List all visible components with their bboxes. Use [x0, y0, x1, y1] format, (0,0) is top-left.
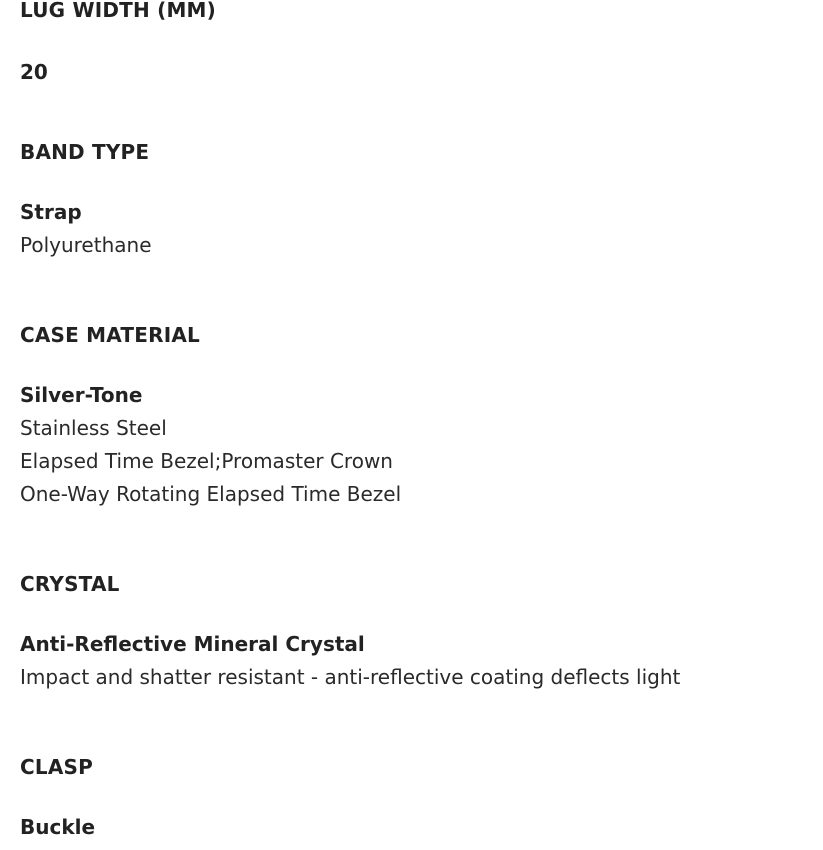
spec-detail: Stainless Steel	[20, 416, 167, 440]
spec-heading: CLASP	[20, 755, 93, 779]
spec-values	[20, 196, 152, 262]
spec-values	[20, 56, 216, 89]
spec-values	[20, 811, 95, 844]
spec-band-type	[20, 140, 152, 262]
spec-lug-width	[20, 0, 216, 89]
spec-detail: Impact and shatter resistant - anti-reflective coating deflects light	[20, 665, 681, 689]
spec-heading: BAND TYPE	[20, 140, 150, 164]
spec-primary-value: Anti-Reflective Mineral Crystal	[20, 632, 365, 656]
spec-primary-value: Buckle	[20, 815, 96, 839]
spec-detail: Polyurethane	[20, 233, 152, 257]
spec-case-material	[20, 323, 401, 511]
spec-heading: CRYSTAL	[20, 572, 120, 596]
spec-values	[20, 379, 401, 511]
spec-primary-value: 20	[20, 60, 48, 84]
spec-values	[20, 628, 680, 694]
spec-detail: Elapsed Time Bezel;Promaster Crown	[20, 449, 393, 473]
spec-primary-value: Strap	[20, 200, 82, 224]
spec-crystal	[20, 572, 680, 694]
spec-heading: LUG WIDTH (MM)	[20, 0, 216, 22]
spec-heading: CASE MATERIAL	[20, 323, 200, 347]
spec-detail: One-Way Rotating Elapsed Time Bezel	[20, 482, 402, 506]
spec-clasp	[20, 755, 95, 844]
spec-primary-value: Silver-Tone	[20, 383, 143, 407]
